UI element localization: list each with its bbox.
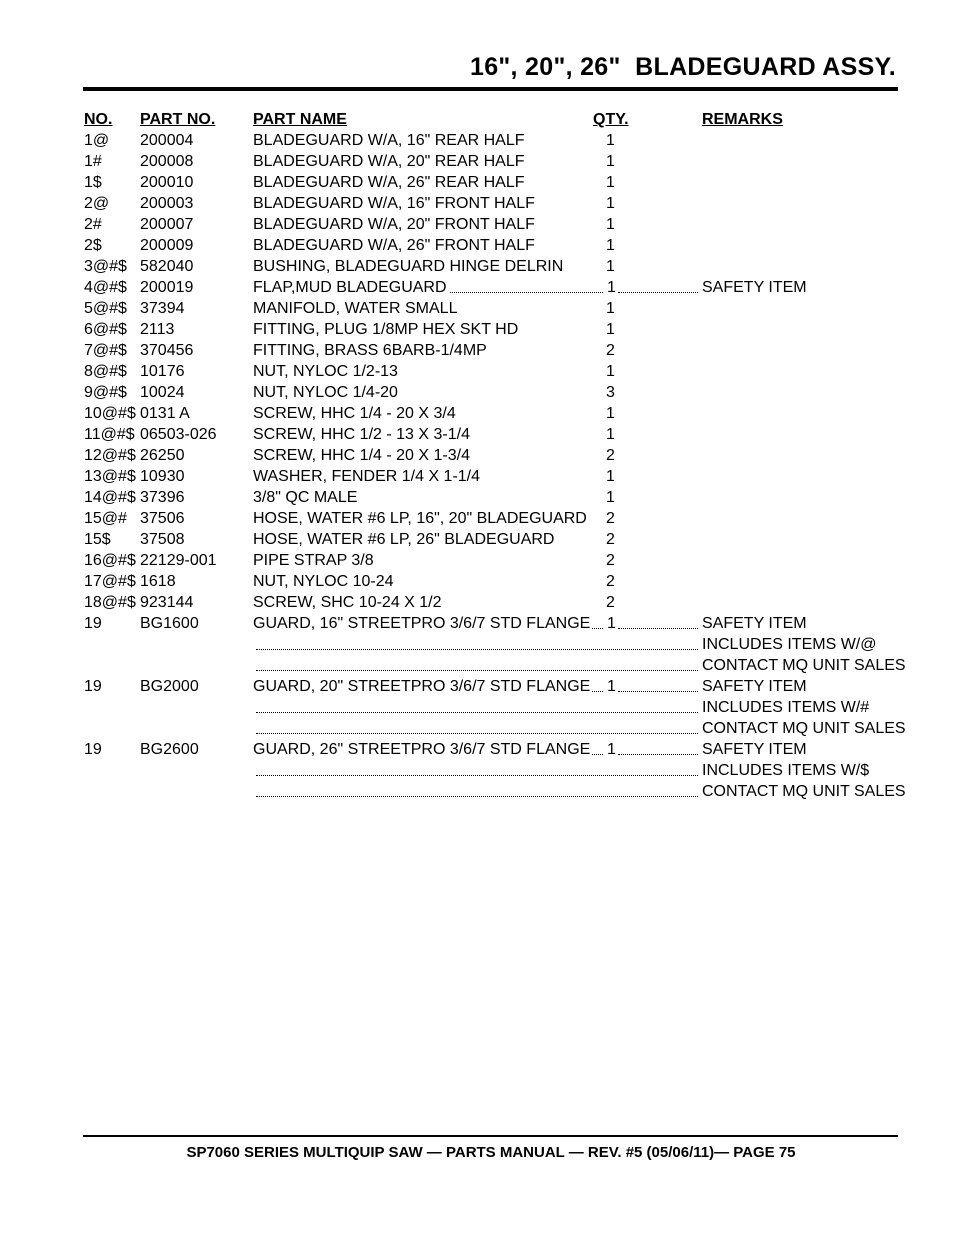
row-qty: 1 [606,321,615,338]
row-number: 15@# [84,510,127,527]
table-row [0,193,954,214]
row-part-name: BLADEGUARD W/A, 26" REAR HALF [253,174,525,191]
row-remarks: INCLUDES ITEMS W/@ [702,636,877,653]
row-part-no: 200019 [140,279,194,296]
row-remarks: INCLUDES ITEMS W/# [702,699,870,716]
row-part-name: BLADEGUARD W/A, 20" FRONT HALF [253,216,535,233]
row-part-name: HOSE, WATER #6 LP, 16", 20" BLADEGUARD [253,510,587,527]
dot-leader [256,733,698,734]
row-number: 15$ [84,531,111,548]
page-title: 16", 20", 26" BLADEGUARD ASSY. [470,53,896,81]
row-remarks: SAFETY ITEM [702,678,807,695]
row-number: 19 [84,678,102,695]
row-qty: 1 [607,615,616,632]
row-part-no: 37396 [140,489,185,506]
row-qty: 1 [606,216,615,233]
row-qty: 1 [606,405,615,422]
row-number: 4@#$ [84,279,127,296]
dot-leader [256,796,698,797]
row-part-no: 370456 [140,342,194,359]
row-number: 3@#$ [84,258,127,275]
table-row [0,424,954,445]
row-part-name: FITTING, BRASS 6BARB-1/4MP [253,342,487,359]
table-row [0,697,954,718]
row-part-no: 37506 [140,510,185,527]
table-row [0,592,954,613]
row-part-name: SCREW, HHC 1/4 - 20 X 3/4 [253,405,456,422]
page-footer: SP7060 SERIES MULTIQUIP SAW — PARTS MANUAL — REV. #5 (05/06/11)— PAGE 75 [186,1144,796,1161]
row-part-no: 582040 [140,258,194,275]
table-row [0,718,954,739]
row-part-no: 0131 A [140,405,190,422]
row-qty: 1 [606,174,615,191]
row-qty: 1 [606,489,615,506]
row-part-name: SCREW, SHC 10-24 X 1/2 [253,594,442,611]
row-part-name: NUT, NYLOC 1/4-20 [253,384,398,401]
table-row [0,445,954,466]
row-number: 19 [84,741,102,758]
row-qty: 1 [607,741,616,758]
row-qty: 2 [606,552,615,569]
row-part-name: BLADEGUARD W/A, 26" FRONT HALF [253,237,535,254]
row-part-name: BUSHING, BLADEGUARD HINGE DELRIN [253,258,564,275]
row-qty: 1 [606,153,615,170]
table-row [0,613,954,634]
row-qty: 1 [606,468,615,485]
row-part-no: 200010 [140,174,194,191]
dot-leader [618,754,698,755]
title-rule [83,87,898,91]
row-number: 5@#$ [84,300,127,317]
column-header-no: NO. [84,111,113,128]
row-number: 1# [84,153,102,170]
column-header-part-name: PART NAME [253,111,347,128]
column-header-qty: QTY. [593,111,629,128]
row-part-name: MANIFOLD, WATER SMALL [253,300,458,317]
row-part-no: 06503-026 [140,426,217,443]
row-part-name: BLADEGUARD W/A, 20" REAR HALF [253,153,525,170]
table-row [0,550,954,571]
table-row [0,634,954,655]
row-part-name: GUARD, 16" STREETPRO 3/6/7 STD FLANGE [253,615,591,632]
row-number: 2@ [84,195,110,212]
row-remarks: SAFETY ITEM [702,279,807,296]
row-part-name: NUT, NYLOC 1/2-13 [253,363,398,380]
table-row [0,214,954,235]
row-part-no: 37508 [140,531,185,548]
row-remarks: CONTACT MQ UNIT SALES [702,783,906,800]
table-row [0,739,954,760]
row-part-name: GUARD, 20" STREETPRO 3/6/7 STD FLANGE [253,678,591,695]
row-number: 19 [84,615,102,632]
row-remarks: SAFETY ITEM [702,615,807,632]
table-header [0,109,954,130]
row-part-name: PIPE STRAP 3/8 [253,552,374,569]
table-row [0,277,954,298]
row-part-no: 2113 [140,321,175,338]
row-number: 12@#$ [84,447,136,464]
table-row [0,256,954,277]
table-row [0,403,954,424]
row-part-no: 200003 [140,195,194,212]
row-qty: 2 [606,510,615,527]
row-qty: 2 [606,594,615,611]
table-row [0,676,954,697]
dot-leader [618,292,698,293]
row-part-no: 200004 [140,132,194,149]
table-row [0,130,954,151]
row-part-name: HOSE, WATER #6 LP, 26" BLADEGUARD [253,531,555,548]
table-row [0,172,954,193]
row-number: 10@#$ [84,405,136,422]
table-row [0,529,954,550]
row-part-no: 200009 [140,237,194,254]
row-remarks: CONTACT MQ UNIT SALES [702,720,906,737]
row-remarks: CONTACT MQ UNIT SALES [702,657,906,674]
row-part-name: FITTING, PLUG 1/8MP HEX SKT HD [253,321,519,338]
table-row [0,340,954,361]
row-part-name: BLADEGUARD W/A, 16" REAR HALF [253,132,525,149]
row-number: 11@#$ [84,426,135,443]
table-row [0,487,954,508]
row-part-no: 10024 [140,384,185,401]
table-row [0,151,954,172]
row-part-no: 26250 [140,447,185,464]
row-part-no: 22129-001 [140,552,217,569]
row-number: 2$ [84,237,102,254]
row-part-name: FLAP,MUD BLADEGUARD [253,279,447,296]
row-qty: 1 [606,237,615,254]
table-row [0,361,954,382]
dot-leader [256,670,698,671]
row-part-name: NUT, NYLOC 10-24 [253,573,394,590]
row-remarks: INCLUDES ITEMS W/$ [702,762,870,779]
row-qty: 1 [607,678,616,695]
row-number: 13@#$ [84,468,136,485]
row-number: 18@#$ [84,594,136,611]
row-part-no: 37394 [140,300,185,317]
row-part-no: 10176 [140,363,185,380]
row-qty: 2 [606,531,615,548]
row-qty: 1 [606,258,615,275]
row-number: 8@#$ [84,363,127,380]
row-qty: 1 [606,132,615,149]
row-part-name: SCREW, HHC 1/2 - 13 X 3-1/4 [253,426,470,443]
row-qty: 3 [606,384,615,401]
dot-leader [256,775,698,776]
row-qty: 1 [607,279,616,296]
table-row [0,466,954,487]
row-part-name: SCREW, HHC 1/4 - 20 X 1-3/4 [253,447,470,464]
table-row [0,298,954,319]
table-row [0,571,954,592]
row-number: 16@#$ [84,552,136,569]
row-part-no: 200007 [140,216,194,233]
dot-leader [618,691,698,692]
row-qty: 1 [606,426,615,443]
row-number: 14@#$ [84,489,136,506]
row-part-name: GUARD, 26" STREETPRO 3/6/7 STD FLANGE [253,741,591,758]
row-part-no: BG1600 [140,615,199,632]
row-number: 17@#$ [84,573,136,590]
row-qty: 2 [606,342,615,359]
dot-leader [256,649,698,650]
row-qty: 1 [606,363,615,380]
column-header-remarks: REMARKS [702,111,783,128]
row-number: 1$ [84,174,102,191]
column-header-part-no: PART NO. [140,111,216,128]
row-remarks: SAFETY ITEM [702,741,807,758]
row-part-no: 10930 [140,468,185,485]
row-number: 7@#$ [84,342,127,359]
row-number: 1@ [84,132,110,149]
table-row [0,319,954,340]
dot-leader [618,628,698,629]
row-qty: 2 [606,447,615,464]
row-number: 6@#$ [84,321,127,338]
row-qty: 1 [606,195,615,212]
row-part-no: 923144 [140,594,194,611]
table-row [0,508,954,529]
table-row [0,235,954,256]
footer-rule [83,1135,898,1137]
row-qty: 2 [606,573,615,590]
row-part-no: 1618 [140,573,176,590]
row-part-name: 3/8" QC MALE [253,489,358,506]
table-row [0,655,954,676]
row-part-name: BLADEGUARD W/A, 16" FRONT HALF [253,195,535,212]
table-row [0,781,954,802]
row-qty: 1 [606,300,615,317]
table-row [0,760,954,781]
row-part-no: BG2000 [140,678,199,695]
row-part-no: 200008 [140,153,194,170]
dot-leader [256,712,698,713]
row-part-no: BG2600 [140,741,199,758]
row-number: 2# [84,216,102,233]
row-number: 9@#$ [84,384,127,401]
table-row [0,382,954,403]
row-part-name: WASHER, FENDER 1/4 X 1-1/4 [253,468,481,485]
